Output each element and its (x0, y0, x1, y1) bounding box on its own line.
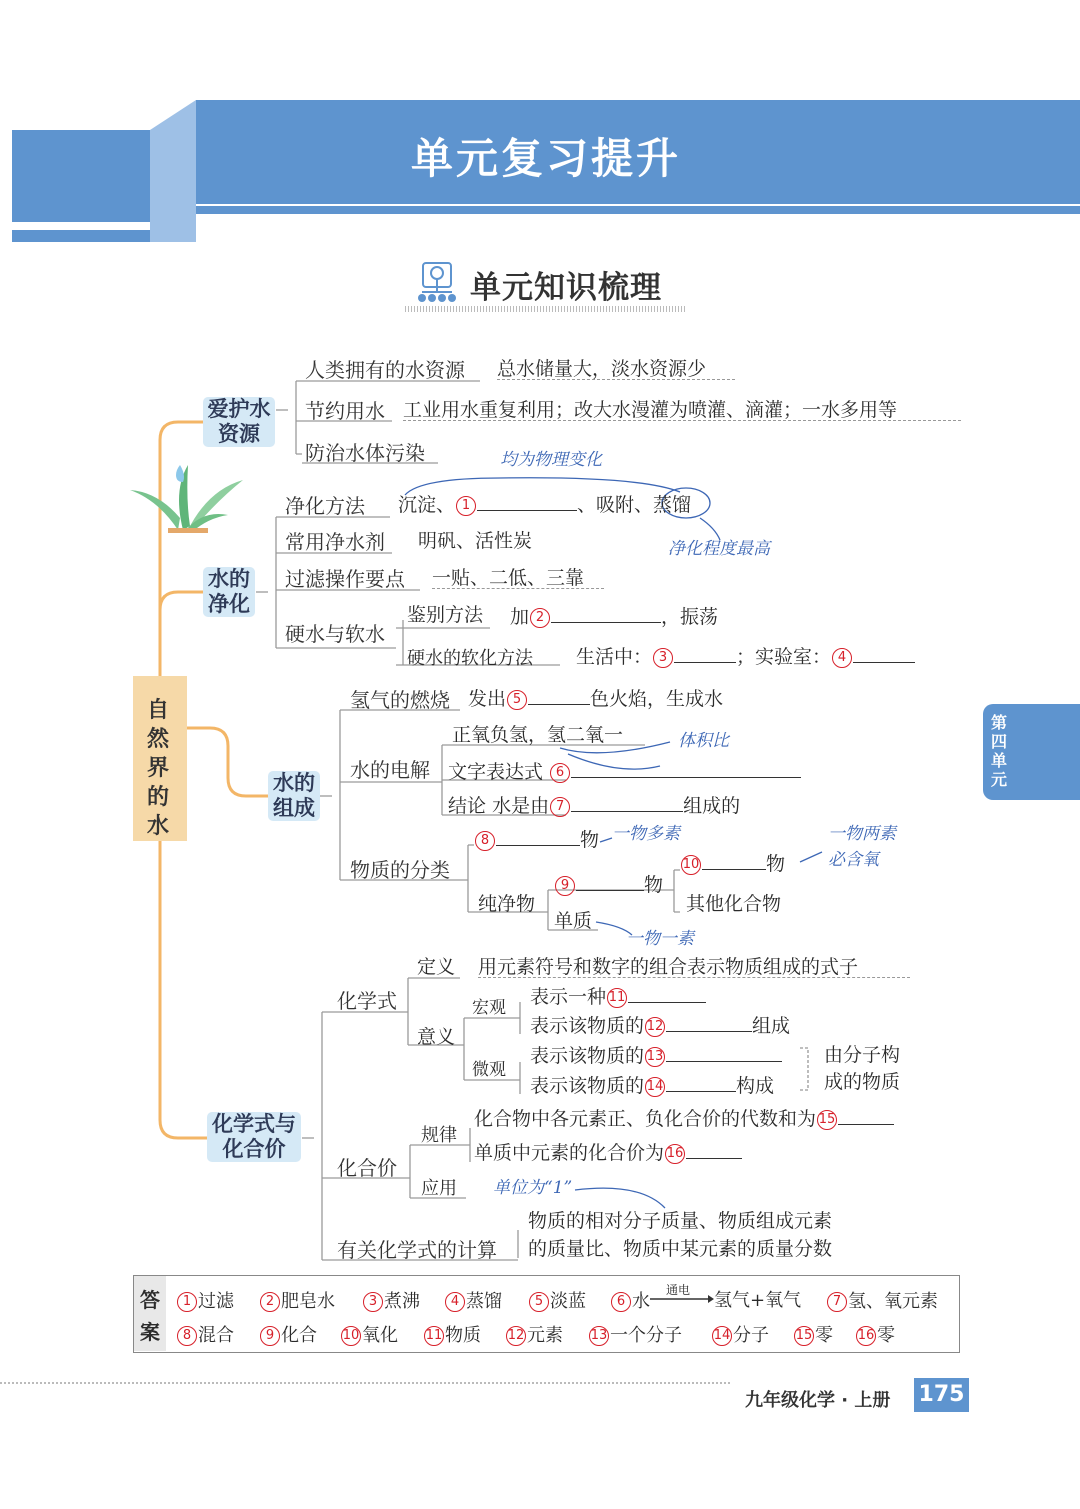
save-water-label: 节约用水 (305, 399, 385, 423)
rule-label: 规律 (421, 1125, 457, 1146)
equation-products: 氢气+氧气 (714, 1290, 802, 1311)
answer-12: 12 元素 (507, 1325, 563, 1346)
macro-row-1: 表示一种 11 (530, 986, 706, 1008)
answer-1: 1 过滤 (176, 1292, 234, 1312)
hydrogen-burn-label: 氢气的燃烧 (350, 688, 450, 712)
prevent-pollution-label: 防治水体污染 (305, 441, 425, 465)
calc-detail-1: 物质的相对分子质量、物质组成元素 (528, 1210, 833, 1232)
note-unit: 单位为“1” (493, 1178, 573, 1198)
answer-2: 2 肥皂水 (259, 1292, 335, 1312)
oxide-row: 10 物 (682, 853, 786, 875)
note-mixture: 一物多素 (612, 824, 680, 844)
answer-3: 3 煮沸 (362, 1292, 420, 1312)
classify-label: 物质的分类 (350, 858, 450, 882)
apply-label: 应用 (421, 1178, 457, 1199)
footer-divider (0, 1382, 730, 1384)
chem-formula-label: 化学式 (337, 989, 397, 1013)
plant-icon (128, 460, 248, 535)
other-compound-label: 其他化合物 (686, 893, 782, 915)
rule-2: 单质中元素的化合价为 16 (474, 1142, 742, 1164)
answer-14: 14 分子 (713, 1325, 769, 1346)
hard-soft-label: 硬水与软水 (285, 622, 385, 646)
purify-method-detail: 沉淀、 1 、吸附、蒸馏 (398, 494, 692, 516)
micro-note-1: 由分子构 (824, 1044, 901, 1066)
electrolysis-expression: 文字表达式 6 (448, 761, 801, 783)
answer-10: 10 氧化 (342, 1325, 398, 1346)
meaning-label: 意义 (417, 1026, 456, 1048)
hard-identify-detail: 加 2 ，振荡 (510, 606, 719, 628)
hydrogen-burn-detail: 发出 5 色火焰，生成水 (468, 688, 724, 710)
answer-label: 答案 (134, 1276, 166, 1351)
note-simple: 一物一素 (626, 929, 694, 949)
simple-substance-label: 单质 (554, 910, 593, 932)
pure-label: 纯净物 (478, 893, 536, 915)
calc-label: 有关化学式的计算 (337, 1238, 497, 1262)
branch-composition-label: 水的组成 (268, 771, 320, 821)
purify-agent-detail: 明矾、活性炭 (418, 530, 533, 552)
micro-row-1: 表示该物质的 13 (530, 1045, 782, 1067)
filter-detail: 一贴、二低、三靠 (432, 569, 604, 589)
hard-soften-detail: 生活中： 3 ；实验室： 4 (576, 646, 915, 668)
answer-4: 4 蒸馏 (444, 1292, 502, 1312)
definition-label: 定义 (417, 956, 456, 978)
mixture-row: 8 物 (474, 829, 599, 851)
electrolysis-rule: 正氧负氢，氢二氧一 (452, 724, 624, 746)
definition-text: 用元素符号和数字的组合表示物质组成的式子 (478, 958, 910, 978)
valence-label: 化合价 (337, 1156, 397, 1180)
note-oxide-1: 一物两素 (828, 824, 896, 844)
answer-15: 15 零 (795, 1325, 833, 1346)
rule-1: 化合物中各元素正、负化合价的代数和为 15 (474, 1108, 894, 1130)
electrolysis-label: 水的电解 (350, 758, 430, 782)
root-label: 自然界的水 (147, 698, 170, 839)
answer-13: 13 一个分子 (590, 1325, 682, 1346)
answer-6: 6 水 (610, 1292, 650, 1312)
answer-16: 16 零 (857, 1325, 895, 1346)
micro-label: 微观 (472, 1060, 506, 1080)
answer-9: 9 化合 (259, 1326, 317, 1346)
unit-side-tab-label: 第四单元 (991, 713, 1008, 789)
answer-11: 11 物质 (425, 1325, 481, 1346)
note-oxide-2: 必含氧 (828, 850, 879, 870)
calc-detail-2: 的质量比、物质中某元素的质量分数 (528, 1238, 833, 1260)
answer-5: 5 淡蓝 (528, 1292, 586, 1312)
note-volume-ratio: 体积比 (678, 731, 729, 751)
branch-purify-label: 水的净化 (203, 567, 255, 617)
equation-condition: 通电 (666, 1283, 691, 1297)
electrolysis-conclusion: 结论 水是由 7 组成的 (448, 795, 741, 817)
purify-method-label: 净化方法 (285, 494, 365, 518)
footer-book-title: 九年级化学 · 上册 (745, 1390, 891, 1411)
compound-row: 9 物 (554, 874, 663, 896)
branch-formula-label: 化学式与化合价 (207, 1112, 301, 1162)
filter-label: 过滤操作要点 (285, 567, 405, 591)
branch-protect-label: 爱护水资源 (203, 397, 275, 447)
page-title: 单元复习提升 (410, 134, 681, 183)
water-resource-label: 人类拥有的水资源 (305, 358, 465, 382)
answer-8: 8 混合 (176, 1326, 234, 1346)
save-water-detail: 工业用水重复利用；改大水漫灌为喷灌、滴灌；一水多用等 (403, 401, 961, 421)
note-physical-change: 均为物理变化 (500, 450, 602, 470)
page-number: 175 (914, 1378, 969, 1412)
purify-agent-label: 常用净水剂 (285, 530, 385, 554)
equation-arrow (650, 1294, 714, 1304)
hard-soften-label: 硬水的软化方法 (407, 648, 533, 669)
micro-note-2: 成的物质 (824, 1071, 901, 1093)
water-resource-detail: 总水储量大，淡水资源少 (497, 360, 735, 380)
section-title: 单元知识梳理 (470, 270, 662, 306)
macro-label: 宏观 (472, 998, 506, 1018)
micro-row-2: 表示该物质的 14 构成 (530, 1075, 775, 1097)
note-highest-purity: 净化程度最高 (668, 539, 770, 559)
answer-7: 7 氢、氧元素 (826, 1292, 938, 1312)
macro-row-2: 表示该物质的 12 组成 (530, 1015, 791, 1037)
hard-identify-label: 鉴别方法 (407, 604, 484, 626)
